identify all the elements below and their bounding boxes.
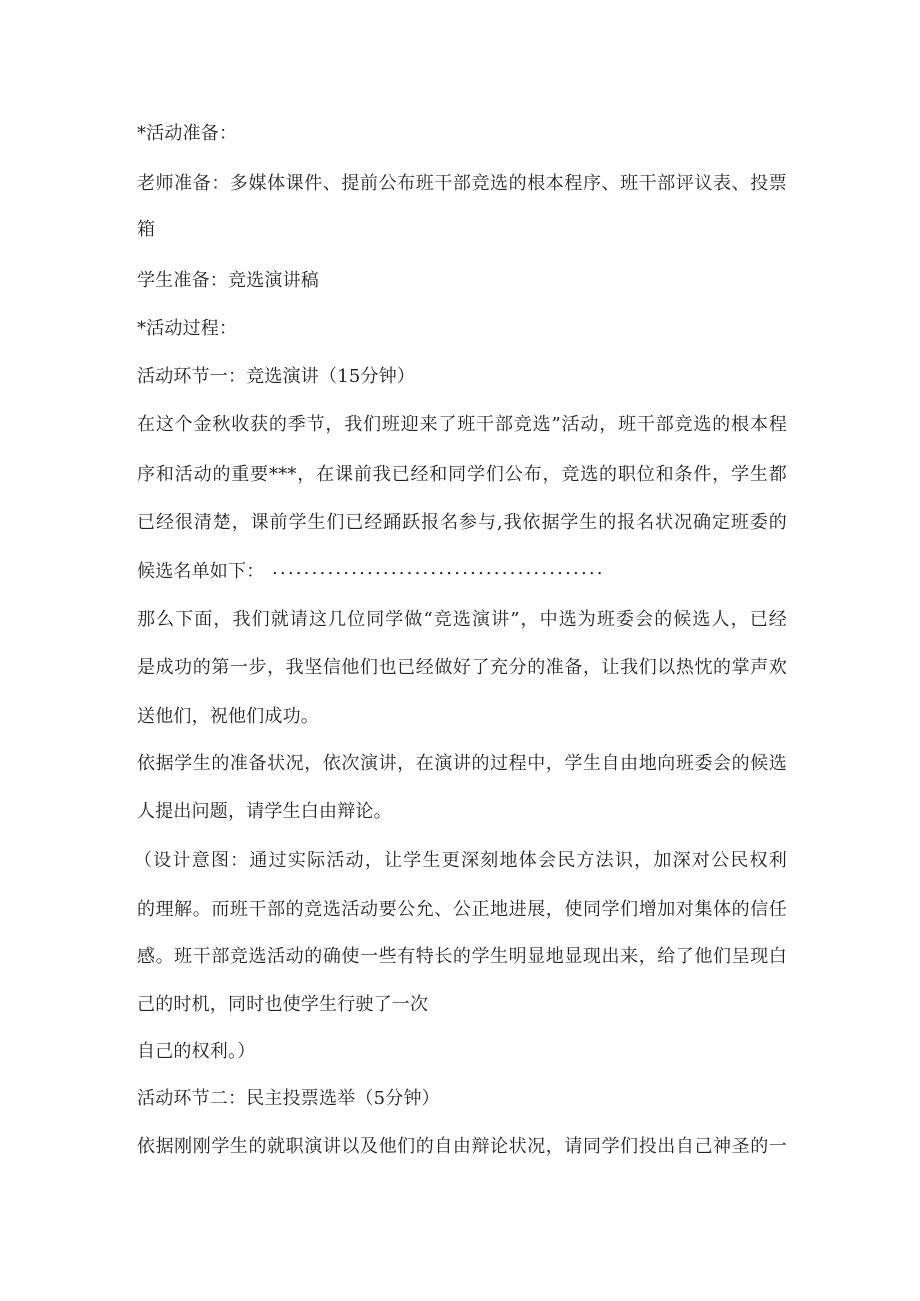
section-heading: 活动环节二：民主投票选举（5分钟） — [137, 1088, 440, 1109]
paragraph-line: 那么下面，我们就请这几位同学做“竞选演讲”，中选为班委会的候选人，已经 — [137, 609, 787, 630]
paragraph-line: 在这个金秋收获的季节，我们班迎来了班干部竞选”活动，班干部竞选的根本程 — [137, 414, 787, 435]
design-intent-line: 自己的权利。） — [137, 1041, 256, 1062]
paragraph-line: 依据刚刚学生的就职演讲以及他们的自由辩论状况，请同学们投出自己神圣的一 — [137, 1136, 787, 1157]
paragraph-line: 序和活动的重要***，在课前我已经和同学们公布，竞选的职位和条件，学生都 — [137, 464, 787, 485]
paragraph-line: 是成功的第一步，我坚信他们也已经做好了充分的准备，让我们以热忱的掌声欢 — [137, 657, 787, 678]
design-intent-line: 感。班干部竞选活动的确使一些有特长的学生明显地显现出来，给了他们呈现白 — [137, 946, 787, 967]
design-intent-line: 的理解。而班干部的竞选活动要公允、公正地进展，使同学们增加对集体的信任 — [137, 899, 787, 920]
candidate-list-dotted-leader: .......................................... — [272, 558, 605, 579]
section-heading: 活动环节一：竞选演讲（15分钟） — [137, 366, 416, 387]
design-intent-line: （设计意图：通过实际活动，让学生更深刻地体会民方法识，加深对公民权利 — [134, 850, 787, 871]
design-intent-line: 己的时机，同时也使学生行驶了一次 — [137, 994, 429, 1015]
paragraph-line: 已经很清楚，课前学生们已经踊跃报名参与,我依据学生的报名状况确定班委的 — [137, 512, 787, 533]
heading-activity-preparation: *活动准备： — [137, 123, 238, 144]
paragraph-line: 候选名单如下： — [137, 561, 265, 582]
paragraph-line: 依据学生的准备状况，依次演讲，在演讲的过程中，学生自由地向班委会的候选 — [137, 753, 787, 774]
heading-activity-process: *活动过程： — [137, 318, 238, 339]
paragraph-line: 人提出问题，请学生白由辩论。 — [137, 801, 392, 822]
paragraph-line: 箱 — [137, 219, 156, 240]
paragraph-line: 老师准备：多媒体课件、提前公布班干部竞选的根本程序、班干部评议表、投票 — [137, 173, 787, 194]
paragraph-line: 学生准备：竞选演讲稿 — [137, 270, 319, 291]
paragraph-line: 送他们，祝他们成功。 — [137, 706, 319, 727]
